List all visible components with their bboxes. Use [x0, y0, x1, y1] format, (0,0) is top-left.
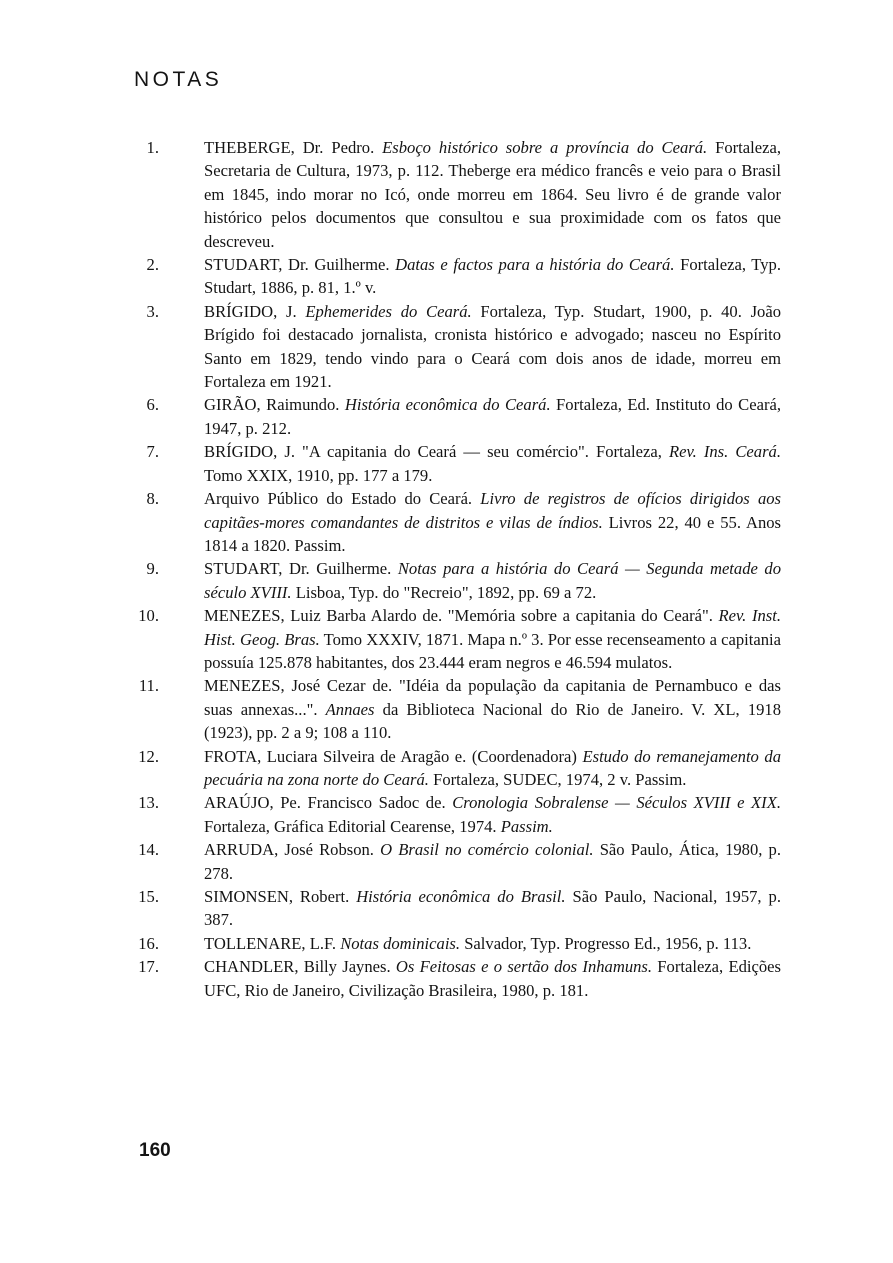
note-text: GIRÃO, Raimundo.: [204, 395, 345, 415]
note-item: [131, 393, 781, 440]
note-number: 13.: [138, 793, 159, 813]
note-item: [131, 557, 781, 604]
note-title-italic: Notas dominicais.: [340, 933, 461, 953]
note-number: 15.: [138, 887, 159, 906]
note-text: ARAÚJO, Pe. Francisco Sadoc de.: [204, 793, 453, 813]
note-title-italic: O Brasil no comércio colonial.: [380, 840, 594, 860]
note-text: São Paulo, Ática, 1980, p. 278.: [204, 840, 782, 883]
note-title-italic: Annaes: [325, 699, 375, 719]
note-number: 1.: [146, 138, 159, 157]
note-item: [131, 838, 781, 885]
note-number: 16.: [138, 933, 159, 953]
note-title-italic: Ephemerides do Ceará.: [305, 301, 472, 321]
note-text: São Paulo, Nacional, 1957, p. 387.: [204, 887, 781, 930]
note-number: 11.: [138, 676, 159, 696]
note-number: 9.: [146, 559, 159, 579]
note-text: FROTA, Luciara Silveira de Aragão e. (Coordenadora): [204, 746, 583, 766]
note-text: Livros 22, 40 e 55. Anos 1814 a 1820. Passim.: [204, 512, 781, 555]
note-item: [131, 487, 781, 557]
notes-list: [131, 136, 781, 1002]
note-text: THEBERGE, Dr. Pedro.: [204, 138, 383, 157]
note-title-italic: Rev. Inst. Hist. Geog. Bras.: [204, 606, 781, 649]
note-text: BRÍGIDO, J. "A capitania do Ceará — seu comércio". Fortaleza,: [204, 442, 669, 462]
note-text: TOLLENARE, L.F.: [204, 933, 341, 953]
note-text: STUDART, Dr. Guilherme.: [204, 255, 396, 275]
note-text: Fortaleza, Secretaria de Cultura, 1973, p. 112. Theberge era médico francês e veio para o Brasil em 1845, indo morar no Icó, onde morreu em 1864. Seu livro é de grande valor histórico pelos documentos que consultou e sua proximidade com os fatos que descreveu.: [204, 138, 781, 251]
page-number: 160: [139, 1140, 171, 1161]
note-title-italic: Os Feitosas e o sertão dos Inhamuns.: [395, 957, 653, 977]
note-number: 10.: [138, 606, 159, 626]
note-item: [131, 745, 781, 792]
note-title-italic: Livro de registros de ofícios dirigidos aos capitães-mores comandantes de distritos e vilas de índios.: [204, 489, 781, 532]
note-text: Lisboa, Typ. do "Recreio", 1892, pp. 69 a 72.: [291, 582, 597, 602]
note-text: Fortaleza, SUDEC, 1974, 2 v. Passim.: [428, 769, 687, 789]
note-title-italic: História econômica do Ceará.: [344, 395, 551, 415]
note-title-italic: Passim.: [500, 816, 553, 836]
note-item: [131, 885, 781, 932]
note-text: Tomo XXIX, 1910, pp. 177 a 179.: [204, 465, 433, 485]
note-text: CHANDLER, Billy Jaynes.: [204, 957, 396, 977]
note-number: 14.: [138, 840, 159, 860]
note-number: 8.: [146, 489, 159, 509]
note-text: Tomo XXXIV, 1871. Mapa n.º 3. Por esse recenseamento a capitania possuía 125.878 habitantes, dos 23.444 eram negros e 46.594 mulatos.: [204, 629, 781, 672]
note-text: ARRUDA, José Robson.: [204, 840, 381, 860]
note-text: Salvador, Typ. Progresso Ed., 1956, p. 113.: [460, 933, 752, 953]
note-title-italic: Datas e factos para a história do Ceará.: [395, 255, 675, 275]
note-number: 17.: [138, 957, 159, 977]
note-text: Fortaleza, Edições UFC, Rio de Janeiro, Civilização Brasileira, 1980, p. 181.: [204, 957, 781, 1000]
note-number: 6.: [146, 395, 159, 415]
note-item: [131, 932, 781, 955]
note-text: da Biblioteca Nacional do Rio de Janeiro. V. XL, 1918 (1923), pp. 2 a 9; 108 a 110.: [204, 699, 782, 743]
note-number: 7.: [146, 442, 159, 462]
note-item: [131, 674, 781, 744]
note-text: Fortaleza, Typ. Studart, 1900, p. 40. João Brígido foi destacado jornalista, cronista histórico e advogado; nasceu no Espírito Santo em 1829, tendo vindo para o Ceará com dois anos de idade, morreu em Fortaleza em 1921.: [204, 301, 781, 392]
note-item: [131, 440, 781, 487]
note-text: Fortaleza, Typ. Studart, 1886, p. 81, 1.º v.: [204, 255, 781, 298]
note-item: [131, 136, 781, 253]
page-heading: NOTAS: [134, 68, 223, 91]
note-text: BRÍGIDO, J.: [204, 301, 306, 321]
note-text: Fortaleza, Gráfica Editorial Cearense, 1974.: [204, 816, 501, 836]
note-text: MENEZES, José Cezar de. "Idéia da população da capitania de Pernambuco e das suas annexas...".: [204, 676, 781, 719]
note-item: [131, 604, 781, 674]
note-title-italic: Rev. Ins. Ceará.: [668, 442, 781, 462]
note-text: Fortaleza, Ed. Instituto do Ceará, 1947, p. 212.: [204, 395, 782, 438]
note-item: [131, 791, 781, 838]
note-number: 2.: [146, 255, 159, 275]
note-text: SIMONSEN, Robert.: [204, 887, 357, 906]
note-title-italic: História econômica do Brasil.: [356, 887, 566, 906]
note-title-italic: Notas para a história do Ceará — Segunda metade do século XVIII.: [204, 559, 781, 602]
note-item: [131, 300, 781, 394]
note-title-italic: Esboço histórico sobre a província do Ceará.: [382, 138, 708, 157]
note-text: STUDART, Dr. Guilherme.: [204, 559, 398, 579]
note-item: [131, 253, 781, 300]
note-text: MENEZES, Luiz Barba Alardo de. "Memória sobre a capitania do Ceará".: [204, 606, 719, 626]
note-title-italic: Cronologia Sobralense — Séculos XVIII e XIX.: [452, 793, 781, 813]
note-title-italic: Estudo do remanejamento da pecuária na zona norte do Ceará.: [204, 746, 781, 789]
note-number: 3.: [146, 301, 159, 321]
note-number: 12.: [138, 746, 159, 766]
note-text: Arquivo Público do Estado do Ceará.: [204, 489, 481, 509]
note-item: [131, 955, 781, 1002]
